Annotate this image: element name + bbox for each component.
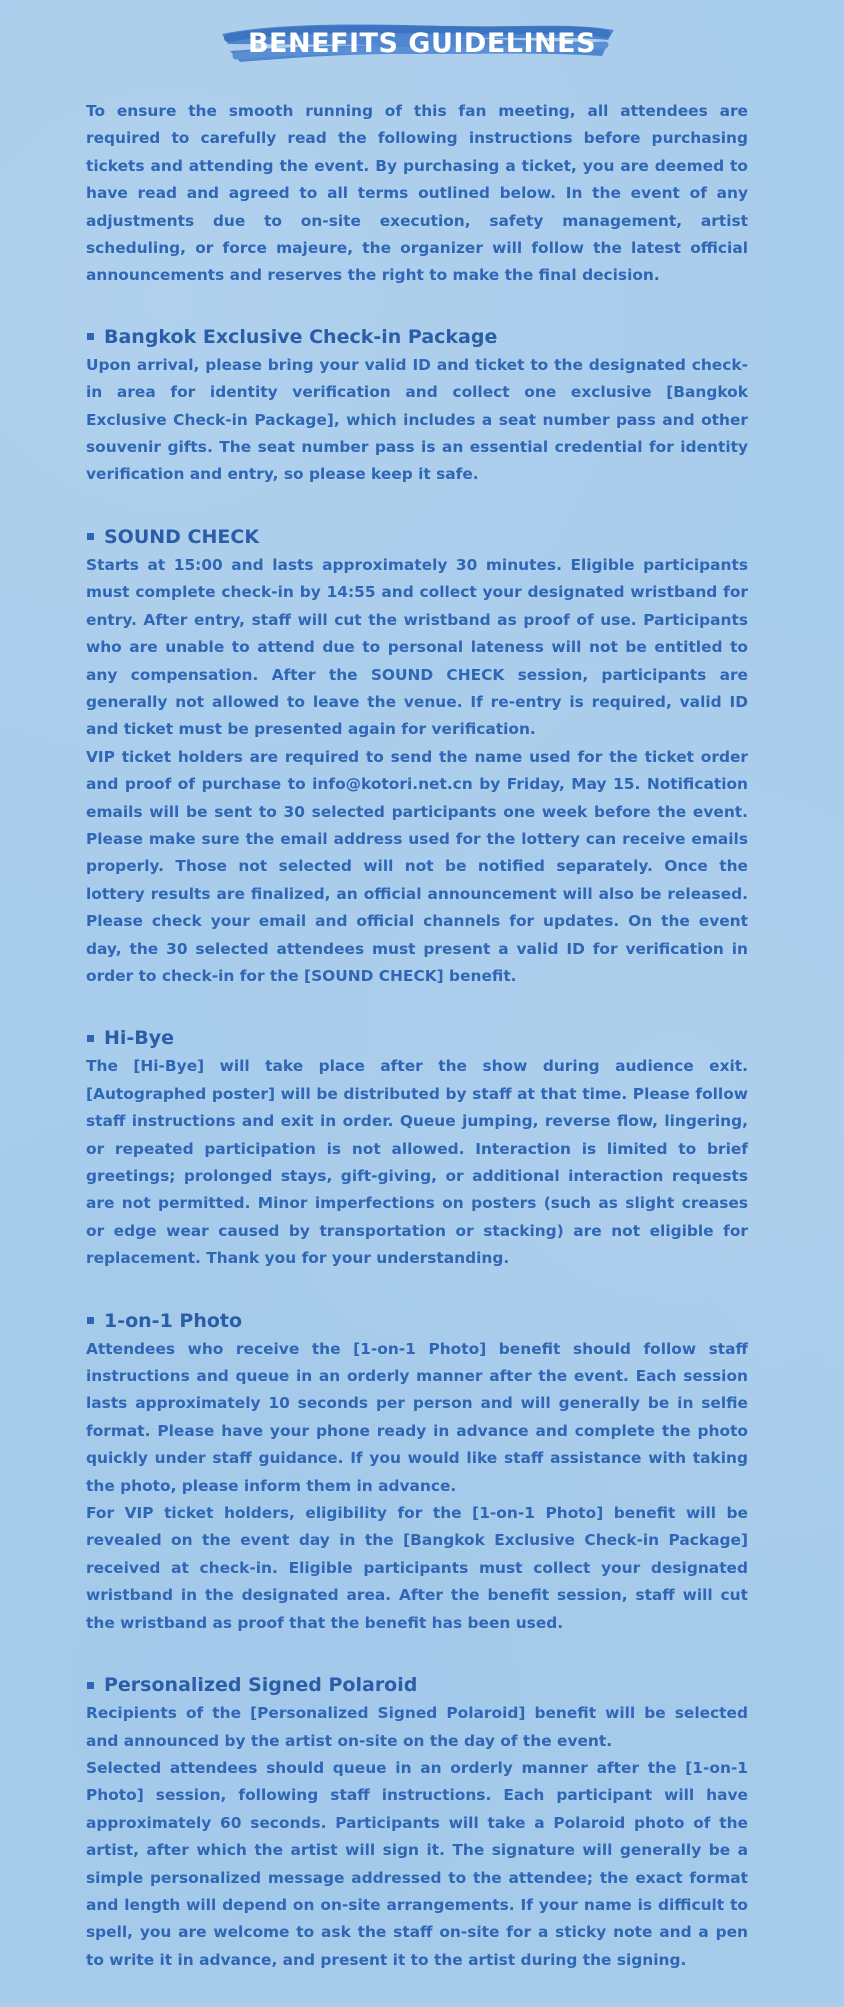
title-banner	[0, 12, 844, 82]
section-paragraph: For VIP ticket holders, eligibility for the [1-on-1 Photo] benefit will be revealed on the event day in the [Bangkok Exclusive Check-in Package] received at check-in. Eligible participants must collect your designated wristband in the designated area. After the benefit session, staff will cut the wristband as proof that the benefit has been used.	[86, 1504, 748, 1632]
section-paragraph: Attendees who receive the [1-on-1 Photo] benefit should follow staff instructions and queue in an orderly manner after the event. Each session lasts approximately 10 seconds per person and will generally be in selfie format. Please have your phone ready in advance and complete the photo quickly under staff guidance. If you would like staff assistance with taking the photo, please inform them in advance.	[86, 1339, 748, 1495]
section-heading-text: Personalized Signed Polaroid	[104, 1674, 418, 1697]
section-heading-text: Bangkok Exclusive Check-in Package	[104, 325, 498, 348]
section-heading	[86, 1023, 748, 1053]
section-heading	[86, 522, 748, 552]
section-heading-text: 1-on-1 Photo	[104, 1309, 243, 1332]
section-personalized-signed-polaroid	[86, 1670, 748, 1974]
section-paragraph: Selected attendees should queue in an orderly manner after the [1-on-1 Photo] session, following staff instructions. Each participant will have approximately 60 seconds. Participants will take a Polaroid photo of the artist, after which the artist will sign it. The signature will generally be a simple personalized message addressed to the attendee; the exact format and length will depend on on-site arrangements. If your name is difficult to spell, you are welcome to ask the staff on-site for a sticky note and a pen to write it in advance, and present it to the artist during the signing.	[86, 1758, 748, 1969]
bullet-icon	[87, 333, 94, 340]
section-hi-bye	[86, 1023, 748, 1272]
page-title: BENEFITS GUIDELINES	[247, 28, 597, 59]
section-heading	[86, 322, 748, 352]
section-bangkok-check-in-package	[86, 322, 748, 489]
bullet-icon	[87, 1682, 94, 1689]
section-paragraph: Upon arrival, please bring your valid ID and ticket to the designated check-in area for identity verification and collect one exclusive [Bangkok Exclusive Check-in Package], which includes a seat number pass and other souvenir gifts. The seat number pass is an essential credential for identity verification and entry, so please keep it safe.	[86, 355, 748, 484]
section-paragraph: Recipients of the [Personalized Signed Polaroid] benefit will be selected and announced by the artist on-site on the day of the event.	[86, 1704, 748, 1750]
section-heading	[86, 1670, 748, 1700]
section-sound-check	[86, 522, 748, 991]
bullet-icon	[87, 1035, 94, 1042]
section-heading-text: SOUND CHECK	[104, 525, 260, 548]
bullet-icon	[87, 533, 94, 540]
intro-paragraph: To ensure the smooth running of this fan meeting, all attendees are required to carefully read the following instructions before purchasing tickets and attending the event. By purchasing a ticket, you are deemed to have read and agreed to all terms outlined below. In the event of any adjustments due to on-site execution, safety management, artist scheduling, or force majeure, the organizer will follow the latest official announcements and reserves the right to make the final decision.	[86, 102, 748, 285]
section-heading	[86, 1306, 748, 1336]
section-heading-text: Hi-Bye	[104, 1027, 175, 1050]
section-1-on-1-photo	[86, 1306, 748, 1637]
bullet-icon	[87, 1317, 94, 1324]
section-paragraph: VIP ticket holders are required to send the name used for the ticket order and proof of purchase to info@kotori.net.cn by Friday, May 15. Notification emails will be sent to 30 selected participants one week before the event. Please make sure the email address used for the lottery can receive emails properly. Those not selected will not be notified separately. Once the lottery results are finalized, an official announcement will also be released. Please check your email and official channels for updates. On the event day, the 30 selected attendees must present a valid ID for verification in order to check-in for the [SOUND CHECK] benefit.	[86, 747, 748, 985]
guidelines-content	[86, 98, 748, 2007]
section-paragraph: Starts at 15:00 and lasts approximately 30 minutes. Eligible participants must complete check-in by 14:55 and collect your designated wristband for entry. After entry, staff will cut the wristband as proof of use. Participants who are unable to attend due to personal lateness will not be entitled to any compensation. After the SOUND CHECK session, participants are generally not allowed to leave the venue. If re-entry is required, valid ID and ticket must be presented again for verification.	[86, 555, 748, 739]
section-paragraph: The [Hi-Bye] will take place after the show during audience exit. [Autographed poster] will be distributed by staff at that time. Please follow staff instructions and exit in order. Queue jumping, reverse flow, lingering, or repeated participation is not allowed. Interaction is limited to brief greetings; prolonged stays, gift-giving, or additional interaction requests are not permitted. Minor imperfections on posters (such as slight creases or edge wear caused by transportation or stacking) are not eligible for replacement. Thank you for your understanding.	[86, 1057, 748, 1268]
